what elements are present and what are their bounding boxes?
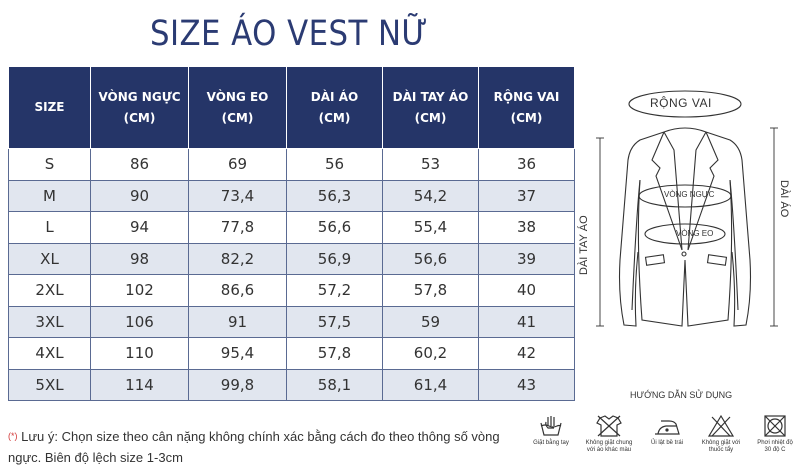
table-cell: 56,6 xyxy=(383,243,479,275)
care-caption: Ủi lật bề trái xyxy=(650,440,683,446)
table-cell: S xyxy=(9,149,91,181)
table-cell: 82,2 xyxy=(189,243,287,275)
table-row xyxy=(9,212,575,244)
diagram-label-sleeve: DÀI TAY ÁO xyxy=(578,215,590,275)
table-cell: 42 xyxy=(479,338,575,370)
table-cell: 2XL xyxy=(9,275,91,307)
blazer-diagram xyxy=(578,80,793,340)
care-caption: 30 độ C xyxy=(764,447,786,453)
note-star: (*) xyxy=(8,431,18,441)
blazer-outline-icon xyxy=(578,80,793,340)
size-note xyxy=(8,426,518,468)
table-cell: 57,8 xyxy=(287,338,383,370)
table-cell: 40 xyxy=(479,275,575,307)
care-item xyxy=(522,414,580,447)
hand-wash-icon xyxy=(538,414,564,438)
table-row xyxy=(9,149,575,181)
care-caption: với áo khác màu xyxy=(586,447,632,453)
no-mix-wash-icon xyxy=(594,414,624,438)
header-bust: VÒNG NGỰC (CM) xyxy=(91,67,189,149)
table-cell: 86 xyxy=(91,149,189,181)
table-row xyxy=(9,369,575,401)
table-cell: XL xyxy=(9,243,91,275)
table-cell: 73,4 xyxy=(189,180,287,212)
table-cell: 60,2 xyxy=(383,338,479,370)
table-row xyxy=(9,338,575,370)
header-waist: VÒNG EO (CM) xyxy=(189,67,287,149)
care-icons xyxy=(528,414,800,474)
table-cell: 36 xyxy=(479,149,575,181)
care-item xyxy=(638,414,696,447)
table-cell: 57,8 xyxy=(383,275,479,307)
table-cell: 55,4 xyxy=(383,212,479,244)
care-item xyxy=(580,414,638,454)
table-cell: 57,2 xyxy=(287,275,383,307)
diagram-label-length: DÀI ÁO xyxy=(778,180,790,218)
table-cell: 58,1 xyxy=(287,369,383,401)
no-bleach-icon xyxy=(707,414,735,438)
table-cell: 102 xyxy=(91,275,189,307)
table-cell: 39 xyxy=(479,243,575,275)
table-cell: 95,4 xyxy=(189,338,287,370)
table-cell: 106 xyxy=(91,306,189,338)
table-cell: 69 xyxy=(189,149,287,181)
header-sleeve: DÀI TAY ÁO (CM) xyxy=(383,67,479,149)
table-cell: 41 xyxy=(479,306,575,338)
header-length: DÀI ÁO (CM) xyxy=(287,67,383,149)
diagram-label-waist: VÒNG EO xyxy=(676,229,714,238)
care-caption: Giặt bằng tay xyxy=(533,440,569,446)
table-cell: 94 xyxy=(91,212,189,244)
table-row xyxy=(9,180,575,212)
table-cell: M xyxy=(9,180,91,212)
table-cell: 110 xyxy=(91,338,189,370)
table-cell: 43 xyxy=(479,369,575,401)
table-cell: 56,3 xyxy=(287,180,383,212)
table-cell: 114 xyxy=(91,369,189,401)
table-cell: 53 xyxy=(383,149,479,181)
table-row xyxy=(9,275,575,307)
table-cell: 56 xyxy=(287,149,383,181)
table-cell: 90 xyxy=(91,180,189,212)
table-header-row xyxy=(9,67,575,149)
care-caption: Phơi nhiệt độ xyxy=(757,440,793,446)
table-cell: 38 xyxy=(479,212,575,244)
shade-dry-icon xyxy=(762,414,788,438)
note-text: Lưu ý: Chọn size theo cân nặng không chính xác bằng cách đo theo thông số vòng ngực. Biên độ lệch size 1-3cm xyxy=(8,429,500,465)
table-cell: 99,8 xyxy=(189,369,287,401)
table-cell: 59 xyxy=(383,306,479,338)
table-cell: 37 xyxy=(479,180,575,212)
care-caption: Không giặt với xyxy=(701,440,741,446)
table-cell: 3XL xyxy=(9,306,91,338)
table-cell: 61,4 xyxy=(383,369,479,401)
table-cell: 54,2 xyxy=(383,180,479,212)
table-cell: 98 xyxy=(91,243,189,275)
care-caption: Không giặt chung xyxy=(585,440,633,446)
table-cell: 5XL xyxy=(9,369,91,401)
table-cell: 4XL xyxy=(9,338,91,370)
table-cell: 56,9 xyxy=(287,243,383,275)
care-caption: thuốc tẩy xyxy=(708,447,734,453)
size-table xyxy=(8,66,575,401)
table-row xyxy=(9,306,575,338)
table-cell: 91 xyxy=(189,306,287,338)
table-cell: 77,8 xyxy=(189,212,287,244)
table-cell: 56,6 xyxy=(287,212,383,244)
care-item xyxy=(746,414,800,454)
table-cell: 86,6 xyxy=(189,275,287,307)
diagram-label-shoulder: RỘNG VAI xyxy=(650,96,712,110)
header-shoulder: RỘNG VAI (CM) xyxy=(479,67,575,149)
diagram-label-bust: VÒNG NGỰC xyxy=(664,190,715,199)
care-item xyxy=(692,414,750,454)
header-size: SIZE xyxy=(9,67,91,149)
table-cell: 57,5 xyxy=(287,306,383,338)
table-row xyxy=(9,243,575,275)
page-title: SIZE ÁO VEST NỮ xyxy=(150,14,429,54)
table-cell: L xyxy=(9,212,91,244)
care-guide-title: HƯỚNG DẪN SỬ DỤNG xyxy=(630,390,733,400)
iron-reverse-icon xyxy=(652,414,682,438)
